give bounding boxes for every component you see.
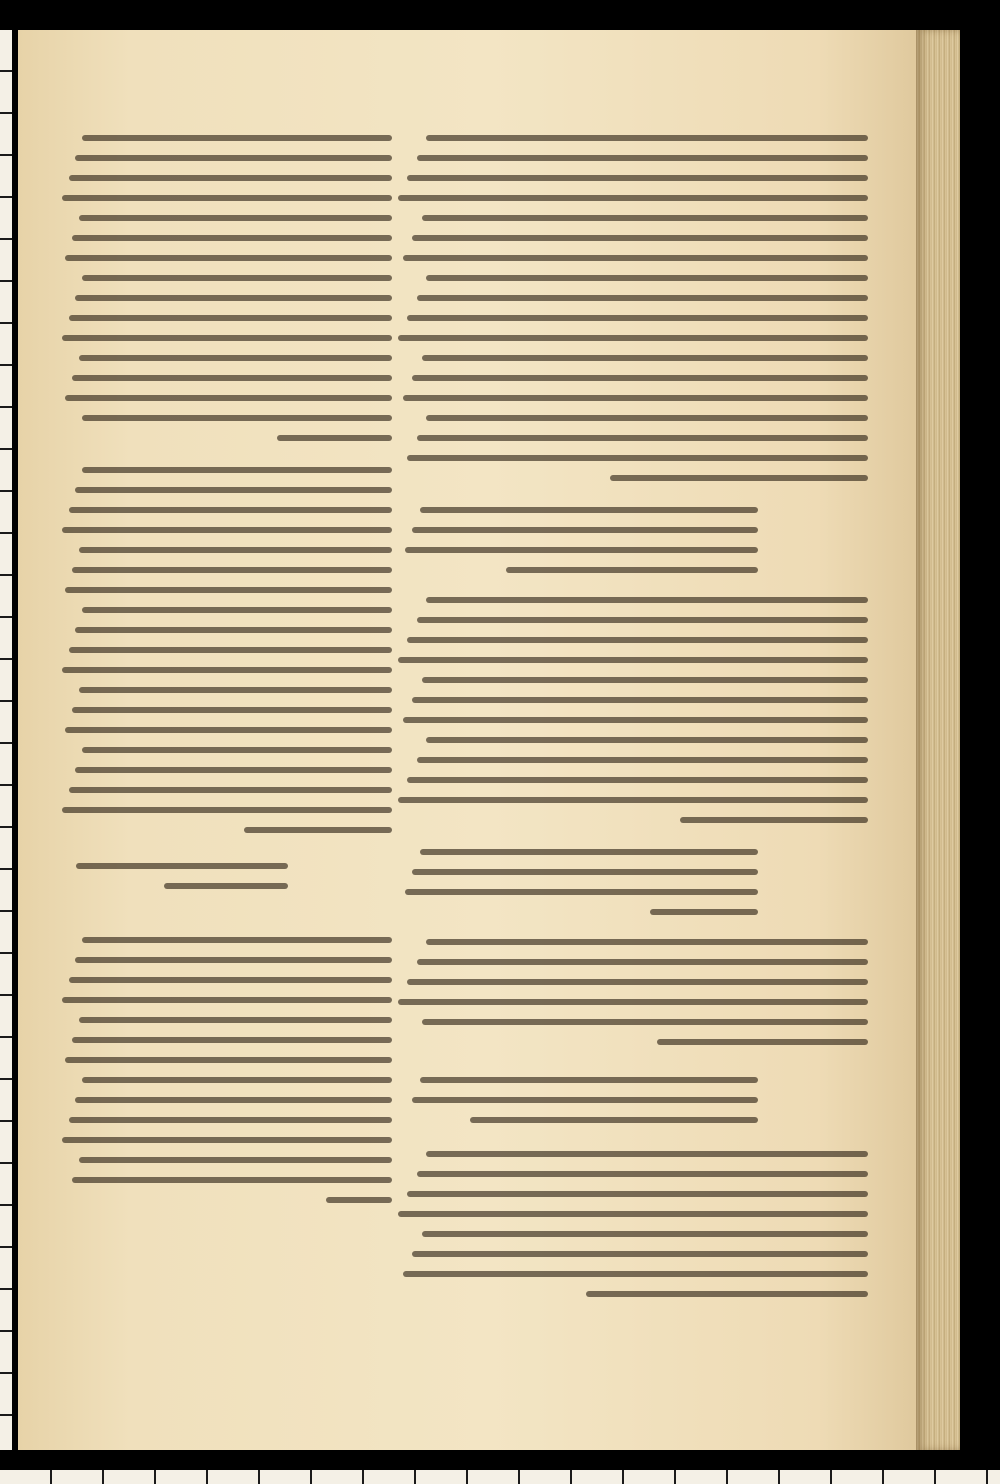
text-line — [62, 1130, 392, 1150]
text-line — [398, 590, 868, 610]
section — [62, 856, 392, 920]
text-line — [398, 770, 868, 790]
text-line — [62, 1090, 392, 1110]
left-column — [62, 128, 392, 1222]
text-line — [62, 1150, 392, 1170]
text-line — [398, 1110, 758, 1130]
right-column — [398, 128, 868, 1316]
text-line — [62, 408, 392, 428]
text-line — [62, 460, 392, 480]
text-line — [62, 388, 392, 408]
text-line — [62, 1170, 392, 1190]
text-line — [398, 168, 868, 188]
text-line — [62, 950, 392, 970]
text-line — [398, 882, 758, 902]
text-line — [62, 620, 392, 640]
text-line — [398, 268, 868, 288]
text-line — [62, 500, 392, 520]
section — [398, 1070, 868, 1134]
text-line — [62, 660, 392, 680]
text-line — [62, 580, 392, 600]
text-line — [398, 128, 868, 148]
text-line — [398, 208, 868, 228]
text-line — [398, 388, 868, 408]
text-line — [398, 288, 868, 308]
text-line — [62, 368, 392, 388]
text-line — [398, 670, 868, 690]
text-line — [398, 1032, 868, 1052]
text-line — [62, 1030, 392, 1050]
text-line — [398, 348, 868, 368]
text-line — [62, 268, 392, 288]
text-line — [398, 1090, 758, 1110]
text-block — [62, 460, 392, 840]
text-block — [398, 1144, 868, 1304]
text-line — [398, 520, 758, 540]
text-line — [398, 1224, 868, 1244]
text-line — [398, 730, 868, 750]
text-line — [398, 630, 868, 650]
text-line — [398, 610, 868, 630]
text-line — [398, 368, 868, 388]
text-line — [62, 820, 392, 840]
text-line — [62, 970, 392, 990]
text-line — [62, 520, 392, 540]
text-line — [62, 1050, 392, 1070]
text-line — [398, 540, 758, 560]
text-line — [62, 148, 392, 168]
text-line — [398, 710, 868, 730]
text-line — [62, 288, 392, 308]
text-line — [62, 720, 392, 740]
text-block — [62, 930, 392, 1210]
text-line — [398, 308, 868, 328]
text-line — [62, 740, 392, 760]
text-line — [398, 690, 868, 710]
text-block — [398, 932, 868, 1052]
text-line — [62, 328, 392, 348]
text-line — [398, 188, 868, 208]
text-line — [398, 1164, 868, 1184]
text-block — [62, 128, 392, 448]
text-line — [398, 842, 758, 862]
text-line — [62, 248, 392, 268]
text-line — [398, 448, 868, 468]
text-line — [62, 760, 392, 780]
text-line — [62, 208, 392, 228]
text-line — [62, 1010, 392, 1030]
text-line — [62, 640, 392, 660]
text-line — [62, 188, 392, 208]
text-line — [62, 428, 392, 448]
page-edges — [916, 30, 960, 1450]
text-line — [398, 902, 758, 922]
text-line — [398, 750, 868, 770]
text-line — [398, 148, 868, 168]
text-line — [398, 1070, 758, 1090]
section — [398, 842, 868, 922]
text-line — [62, 308, 392, 328]
text-line — [62, 800, 392, 820]
scale-bar-left — [0, 30, 12, 1450]
text-line — [62, 930, 392, 950]
text-line — [398, 650, 868, 670]
text-line — [398, 500, 758, 520]
text-line — [62, 560, 392, 580]
text-line — [398, 468, 868, 488]
text-line — [398, 248, 868, 268]
text-line — [62, 780, 392, 800]
text-line — [398, 932, 868, 952]
text-line — [62, 856, 288, 876]
text-line — [398, 790, 868, 810]
text-line — [398, 1204, 868, 1224]
text-line — [398, 408, 868, 428]
text-block — [398, 590, 868, 830]
text-line — [62, 540, 392, 560]
text-line — [62, 876, 288, 896]
text-line — [398, 560, 758, 580]
section — [398, 500, 868, 580]
text-line — [62, 700, 392, 720]
text-line — [398, 862, 758, 882]
text-line — [398, 1284, 868, 1304]
text-line — [62, 1190, 392, 1210]
text-line — [62, 680, 392, 700]
scale-bar-bottom — [0, 1470, 1000, 1484]
text-line — [62, 480, 392, 500]
text-line — [62, 228, 392, 248]
text-line — [398, 1012, 868, 1032]
text-line — [398, 1144, 868, 1164]
text-line — [62, 348, 392, 368]
text-line — [62, 600, 392, 620]
text-line — [62, 1110, 392, 1130]
text-line — [62, 990, 392, 1010]
text-line — [398, 428, 868, 448]
text-line — [398, 1184, 868, 1204]
text-block — [398, 128, 868, 488]
text-line — [398, 992, 868, 1012]
text-line — [398, 228, 868, 248]
text-line — [62, 1070, 392, 1090]
text-line — [398, 1244, 868, 1264]
text-line — [398, 1264, 868, 1284]
text-line — [62, 168, 392, 188]
text-line — [398, 328, 868, 348]
text-line — [62, 128, 392, 148]
text-line — [398, 952, 868, 972]
text-line — [398, 810, 868, 830]
text-line — [398, 972, 868, 992]
